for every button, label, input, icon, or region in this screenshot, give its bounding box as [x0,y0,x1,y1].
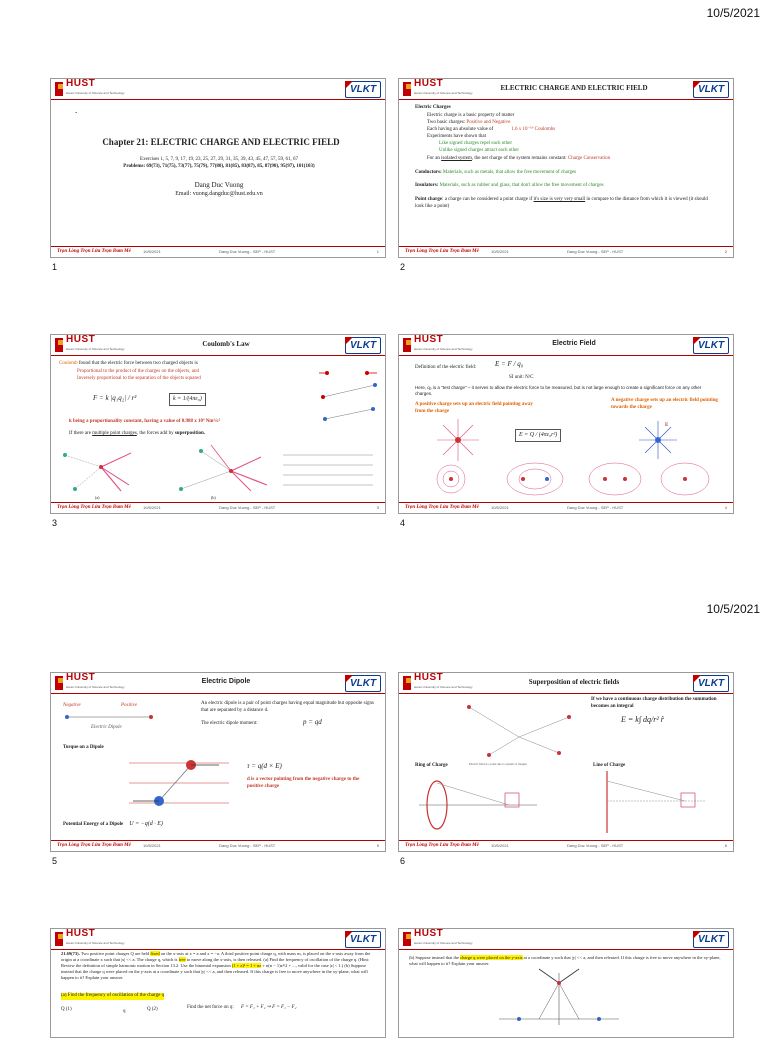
negative-charge-text: A negative charge sets up an electric field pointing towards the charge [611,398,718,410]
text-line: Insulators: Materials, such as rubber and glass, that don't allow the free movement of charges [415,183,604,188]
text-line: Electric charge is a basic property of matter [427,113,515,118]
text-line: Like signed charges repel each other [439,141,513,146]
vlkt-logo: VLKT [345,675,381,692]
slide-footer: Trọn Lòng Trọn Lửa Trọn Đam Mê 10/5/2021 Dang Duc Vuong - SEP - HUST 2 [399,246,733,257]
ring-of-charge-label: Ring of Charge [415,763,448,768]
d-vector-note: d is a vector pointing from the negative charge to the positive charge [247,777,360,789]
slide-8[interactable] [398,928,734,1038]
hust-logo: HUST Hanoi University of Science and Technology [403,337,449,353]
vlkt-logo: VLKT [693,81,729,98]
text-line: Definition of the electric field: [415,365,477,370]
positive-charge-text: A positive charge sets up an electric field pointing away from the charge [415,402,533,414]
slide-header [51,673,385,694]
potential-energy-line: Potential Energy of a Dipole U = −q(d · E) [63,821,163,827]
slide-footer: Trọn Lòng Trọn Lửa Trọn Đam Mê 10/5/2021 Dang Duc Vuong - SEP - HUST 4 [399,502,733,513]
slide-number: 5 [52,856,58,866]
text-line: Each having an absolute value of 1.6 x 10⁻¹⁹ Coulombs [427,127,556,132]
slide-title: ELECTRIC CHARGE AND ELECTRIC FIELD [500,84,648,92]
coulomb-formula: F = k |q₁q₂| / r² [93,394,137,402]
bullet-dot: . [75,105,78,115]
superposition-diagram-a [61,445,141,495]
hust-logo: HUST Hanoi University of Science and Technology [403,81,449,97]
slide-7[interactable] [50,928,386,1038]
slide-header [399,335,733,356]
text-line: Inversely proportional to the separation of the objects squared [77,376,201,381]
slide-1[interactable] [50,78,386,258]
text-line: Proportional to the product of the charges on the objects, and [77,369,199,374]
part-a-heading: (a) Find the frequency of oscillation of the charge q [61,993,165,998]
dipole-moment-label: The electric dipole moment: [201,721,258,726]
vlkt-logo: VLKT [345,337,381,354]
charge-force-diagram [317,359,381,435]
positive-label: Positive [121,703,138,708]
figure-label: (b) [211,495,216,500]
part-b-statement: (b) Suppose instead that the charge q were placed on the y-axis at a coordinate y such that |y| << a, and then released. If this charge is free to move anywhere in the xy-plane, what will happen to it? Explain your answer. [409,955,721,966]
section-heading: Electric Charges [415,105,451,110]
vlkt-logo: VLKT [693,337,729,354]
k-definition: k = 1/(4πε₀) [169,393,206,406]
continuous-distribution-text: If we have a continuous charge distribution the summation becomes an integral [591,697,717,709]
text-line: Conductors: Materials, such as metals, that allow the free movement of charges [415,170,577,175]
superposition-equations [279,451,379,497]
hust-logo: HUST Hanoi University of Science and Technology [55,81,101,97]
hust-logo: HUST Hanoi University of Science and Technology [55,675,101,691]
field-line-patterns [425,461,715,497]
slide-header [399,929,733,950]
text-line: If there are multiple point charges, the forces add by superposition. [69,431,206,436]
slide-title: Electric Dipole [201,678,251,685]
slide-number: 2 [400,262,406,272]
field-vector-label: E [665,423,669,428]
problem-statement: 21.69(73). Two positive point charges Q are held fixed on the x-axis at x = a and x = −a. A third positive point charge q, with mass m, is placed on the x-axis away from the origin at a coordinate x such that |x| << a. The charge q, which is free to move along the x-axis, is then released. (a) Find the frequency of oscillation of the charge q. (Hint: Review the definition of simple harmonic motion in Section 13.2. Use the binomial expansion (1 + z)ⁿ = 1 + nz + n(n − 1)z²/2 + ..., valid for the case |z| < 1.) (b) Suppose instead that the charge q were placed on the y-axis at a coordinate y such that |y| << a, and then released. If this charge is free to move anywhere in the xy-plane, what will happen to it? Explain your answer. [61,951,371,980]
hust-logo: HUST Hanoi University of Science and Technology [403,931,449,947]
ring-of-charge-diagram [419,773,539,833]
negative-field-diagram [635,419,681,461]
si-unit: SI unit: N/C [509,375,534,380]
net-force-formula: F = F₁ + F₂ ⇒ F = F₁ − F₂ [241,1005,297,1010]
dipole-definition: An electric dipole is a pair of point charges having equal magnitude but opposite signs that are separated by a distance d. [201,701,374,713]
test-charge-text: Here, q₀ is a "test charge" – it serves to allow the electric force to be measured, but is not large enough to create a significant force on any other charges. [415,385,702,396]
vlkt-logo: VLKT [345,81,381,98]
author-name: Dang Duc Vuong [194,181,244,189]
slide-header [399,79,733,100]
figure-caption: Electric field at a point due to system of charges [469,762,527,766]
chapter-title: Chapter 21: ELECTRIC CHARGE AND ELECTRIC FIELD [102,137,340,147]
slide-3[interactable] [50,334,386,514]
charge-q1-label: Q (1) [61,1007,72,1012]
figure-label: (a) [95,495,100,500]
slide-footer: Trọn Lòng Trọn Lửa Trọn Đam Mê 10/5/2021 Dang Duc Vuong - SEP - HUST 6 [399,840,733,851]
charge-q-label: q [123,1009,126,1014]
negative-label: Negative [63,703,81,708]
integral-formula: E = k∫ dq/r² r̂ [621,715,664,724]
vlkt-logo: VLKT [693,931,729,948]
vlkt-logo: VLKT [345,931,381,948]
slide-footer: Trọn Lòng Trọn Lửa Trọn Đam Mê 10/5/2021 Dang Duc Vuong - SEP - HUST 3 [51,502,385,513]
slide-2[interactable] [398,78,734,258]
page-date: 10/5/2021 [706,6,760,20]
point-charges-field-diagram [459,697,579,759]
field-formula: E = F / q₀ [495,360,524,368]
superposition-diagram-b [171,441,271,495]
net-force-label: Find the net force on q: [187,1005,234,1010]
exercise-list: Exercises 1, 5, 7, 9, 17, 19, 23, 25, 27, 29, 31, 35, 39, 43, 45, 47, 57, 59, 61, 67 [140,157,298,162]
text-line: Two basic charges: Positive and Negative [427,120,511,125]
coulomb-field-equation: E = Q / (4πε₀r²) [515,429,561,442]
slide-5[interactable] [50,672,386,852]
slide-number: 6 [400,856,406,866]
text-line: For an isolated system, the net charge of the system remains constant: Charge Conservation [427,156,611,161]
dipole-moment-formula: p = qd [303,718,322,726]
slide-title: Electric Field [552,340,596,347]
hust-logo: HUST Hanoi University of Science and Technology [403,675,449,691]
slide-header [51,79,385,100]
charge-geometry-diagram [499,973,619,1025]
slide-header [51,335,385,356]
author-email[interactable]: Email: vuong.dangduc@hust.edu.vn [175,191,263,197]
text-line: Point charge: a charge can be considered a point charge if it's size is very very small in compare to the distance from which it is viewed (it should look like a point) [415,197,708,209]
k-constant: k being a proportionality constant, having a value of 8.988 x 10⁹ Nm²/c² [69,419,221,424]
text-line: Unlike signed charges attract each other [439,148,520,153]
slide-title: Superposition of electric fields [528,678,620,686]
slide-header [51,929,385,950]
slide-6[interactable] [398,672,734,852]
text-line: Coulomb found that the electric force between two charged objects is [59,361,198,366]
slide-header [399,673,733,694]
slide-4[interactable] [398,334,734,514]
line-of-charge-diagram [595,771,715,833]
charge-q2-label: Q (2) [147,1007,158,1012]
page-date: 10/5/2021 [706,602,760,616]
slide-number: 3 [52,518,58,528]
slide-footer: Trọn Lòng Trọn Lửa Trọn Đam Mê 10/5/2021 Dang Duc Vuong - SEP - HUST 1 [51,246,385,257]
torque-formula: τ = q(d × E) [247,762,282,770]
text-line: Experiments have shown that [427,134,487,139]
dipole-sketch [63,711,159,723]
slide-number: 4 [400,518,406,528]
hust-logo: HUST Hanoi University of Science and Technology [55,337,101,353]
slide-title: Coulomb's Law [202,340,250,348]
hust-logo: HUST Hanoi University of Science and Technology [55,931,101,947]
torque-heading: Torque on a Dipole [63,745,104,750]
slide-number: 1 [52,262,58,272]
torque-diagram [129,753,229,813]
slide-footer: Trọn Lòng Trọn Lửa Trọn Đam Mê 10/5/2021 Dang Duc Vuong - SEP - HUST 5 [51,840,385,851]
vlkt-logo: VLKT [693,675,729,692]
positive-field-diagram [435,419,481,461]
line-of-charge-label: Line of Charge [593,763,626,768]
dipole-caption: Electric Dipole [91,725,122,730]
problem-list: Problems: 69(73), 71(75), 73(77), 75(79), 77(80), 81(85), 83(87), 85, 87(90), 95(97), 101(103) [123,164,315,169]
